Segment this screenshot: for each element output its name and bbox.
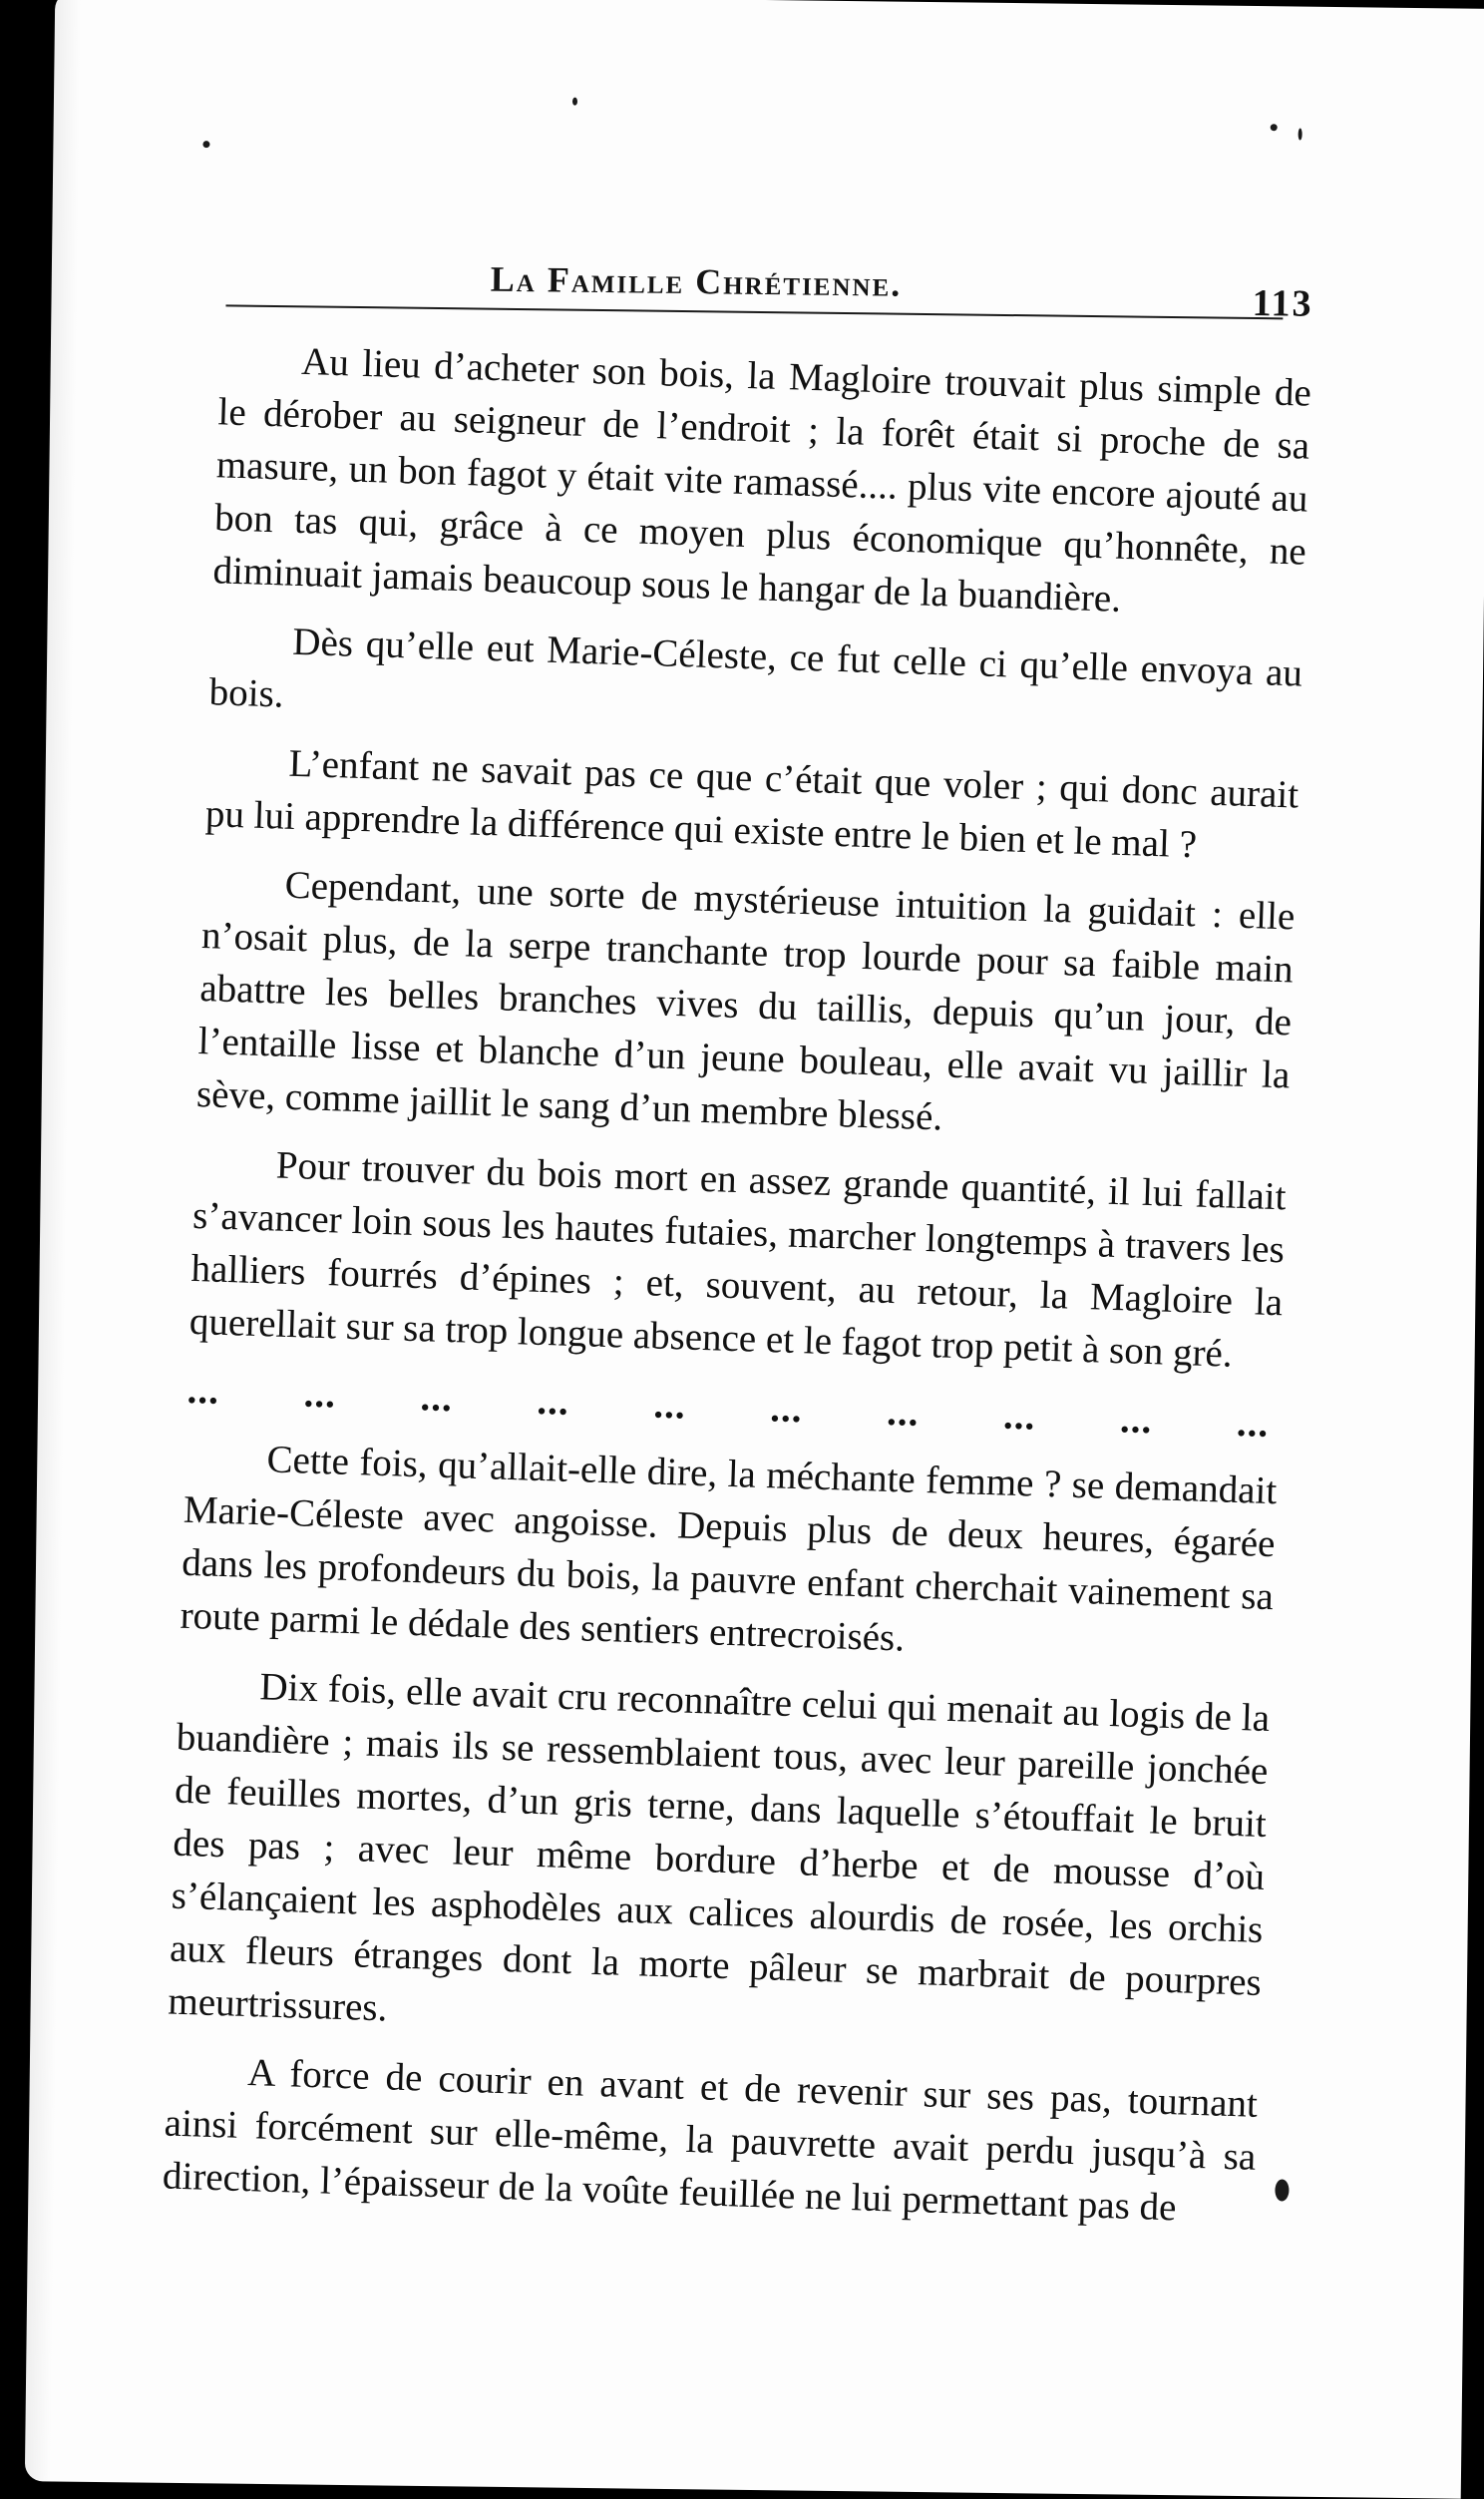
scan-speck xyxy=(202,141,209,148)
header-rule xyxy=(225,304,1283,319)
paragraph-3: L’enfant ne savait pas ce que c’était que voler ; qui donc aurait pu lui apprendre la différence qui existe entre le bien et le mal ? xyxy=(204,741,1299,867)
ellipsis: ... xyxy=(1002,1394,1037,1439)
page-number: 113 xyxy=(1252,281,1313,325)
ellipsis: ... xyxy=(1119,1398,1154,1443)
book-page xyxy=(25,0,1484,2499)
scan-speck xyxy=(1298,129,1302,141)
ellipsis: ... xyxy=(652,1383,687,1428)
running-head xyxy=(225,254,1313,327)
paragraph-8: A force de courir en avant et de revenir sur ses pas, tournant ainsi forcément sur elle-même, la pauvrette avait perdu jusqu’à sa direction, l’épaisseur de la voûte feuillée ne lui permettant pas de xyxy=(162,2051,1259,2230)
running-title: La Famille Chrétienne. xyxy=(490,258,903,304)
scan-speck xyxy=(572,98,577,106)
ellipsis: ... xyxy=(769,1387,804,1432)
ellipsis: ... xyxy=(419,1376,454,1421)
paragraph-7: Dix fois, elle avait cru reconnaître celui qui menait au logis de la buandière ; mais ils se ressemblaient tous, avec leur pareille jonchée de feuilles mortes, d’un gris terne, dans laquelle s’étouffait le bruit des pas ; avec leur même bordure d’herbe et de mousse d’où s’élançaient les asphodèles aux calices alourdis de rosée, les orchis aux fleurs étranges dont la morte pâleur se marbrait de pourpres meurtrissures. xyxy=(167,1665,1271,2030)
ellipsis: ... xyxy=(186,1368,220,1413)
paragraph-4: Cependant, une sorte de mystérieuse intuition la guidait : elle n’osait plus, de la serpe tranchante trop lourde pour sa faible main abattre les belles branches vives du taillis, depuis qu’un jour, de l’entaille lisse et blanche d’un jeune bouleau, elle avait vu jaillir la sève, comme jaillit le sang d’un membre blessé. xyxy=(195,863,1296,1139)
paragraph-1: Au lieu d’acheter son bois, la Magloire trouvait plus simple de le dérober au seigneur de l’endroit ; la forêt était si proche de sa masure, un bon fagot y était vite ramassé.... plus vite encore ajouté au bon tas qui, grâce à ce moyen plus économique qu’honnête, ne diminuait jamais beaucoup sous le hangar de la buandière. xyxy=(211,339,1312,621)
body-text xyxy=(162,332,1312,2252)
ellipsis: ... xyxy=(886,1390,921,1435)
scan-speck xyxy=(1271,124,1278,131)
paragraph-5: Pour trouver du bois mort en assez grande quantité, il lui fallait s’avancer loin sous les hautes futaies, marcher longtemps à travers les halliers fourrés d’épines ; et, souvent, au retour, la Magloire la querellait sur sa trop longue absence et le fagot trop petit à son gré. xyxy=(188,1143,1288,1376)
scan-speck xyxy=(1275,2179,1289,2201)
ellipsis: ... xyxy=(303,1372,337,1417)
ellipsis: ... xyxy=(536,1379,570,1424)
ellipsis: ... xyxy=(1236,1401,1270,1446)
paragraph-6: Cette fois, qu’allait-elle dire, la méchante femme ? se demandait Marie-Céleste avec angoisse. Depuis plus de deux heures, égarée dans les profondeurs du bois, la pauvre enfant cherchait vainement sa route parmi le dédale des sentiers entrecroisés. xyxy=(180,1438,1278,1660)
paragraph-2: Dès qu’elle eut Marie-Céleste, ce fut celle ci qu’elle envoya au bois. xyxy=(208,620,1303,716)
